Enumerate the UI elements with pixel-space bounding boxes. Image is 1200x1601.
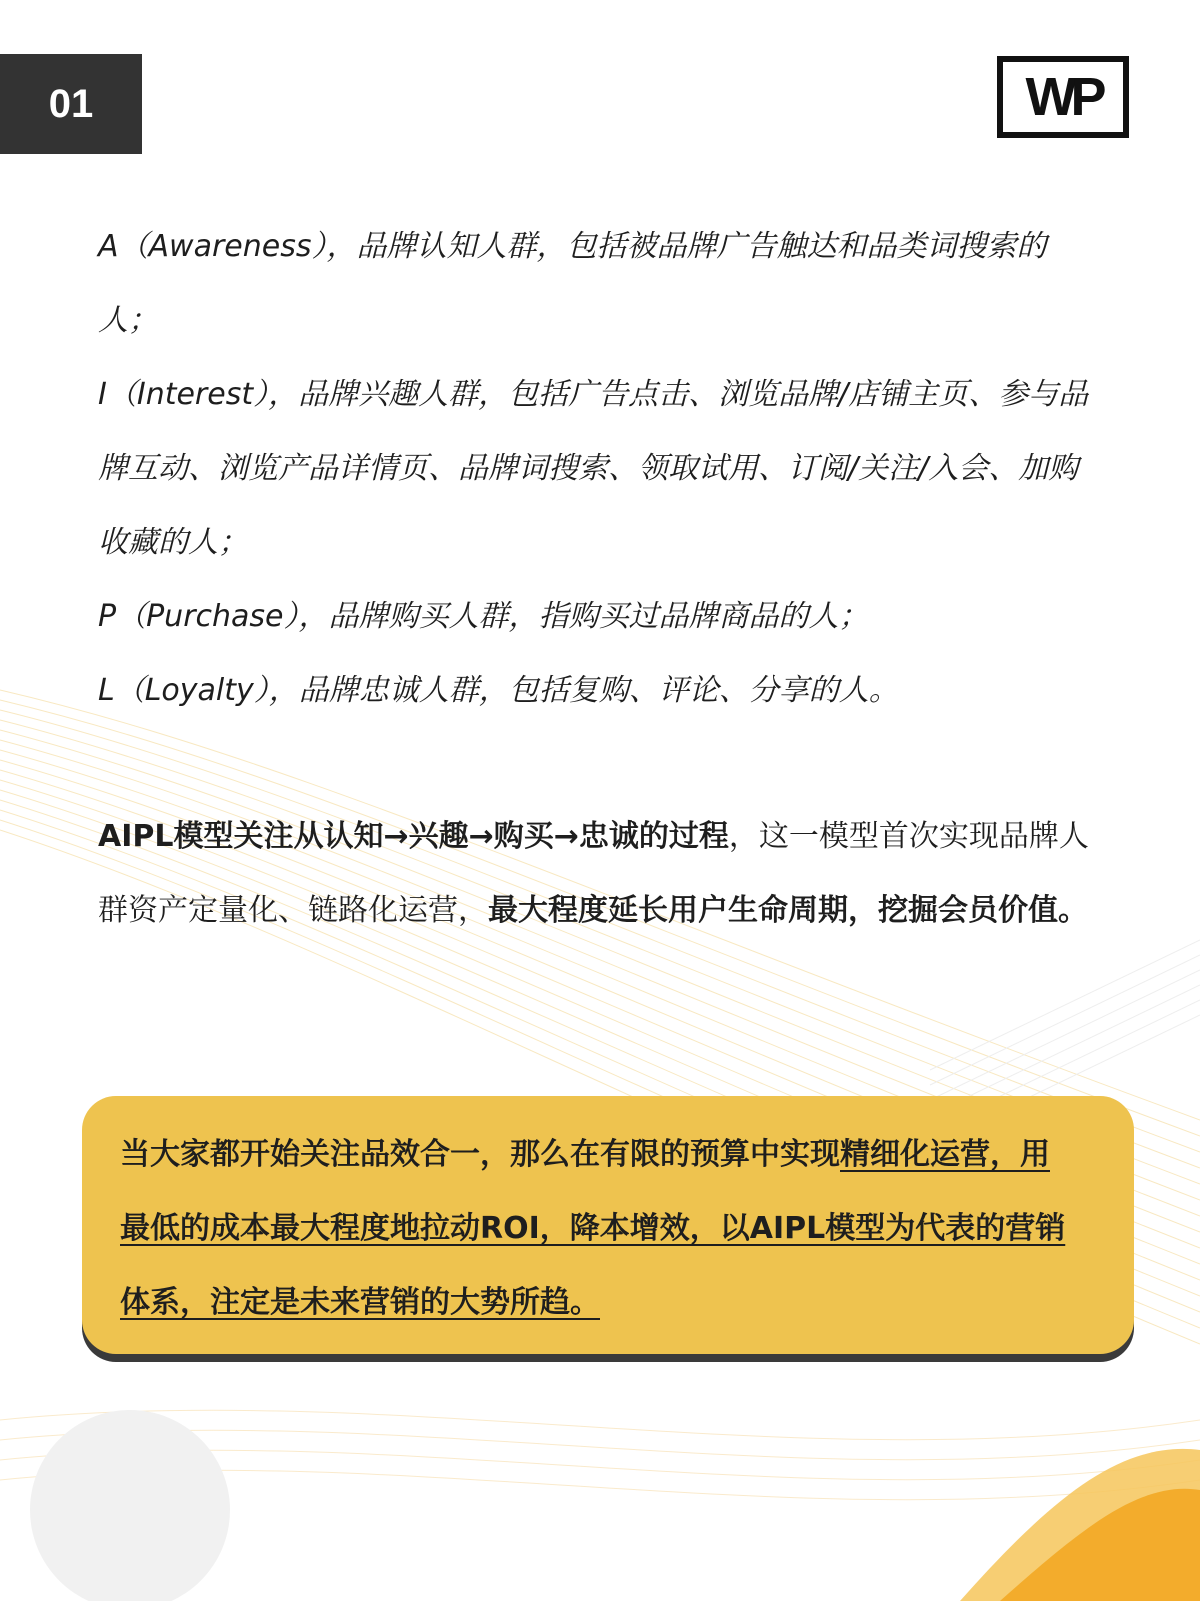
definition-loyalty: L（Loyalty），品牌忠诚人群，包括复购、评论、分享的人。 — [98, 673, 899, 708]
summary-bold-lead: AIPL模型关注从认知→兴趣→购买→忠诚的过程 — [98, 819, 729, 854]
definition-interest: I（Interest），品牌兴趣人群，包括广告点击、浏览品牌/店铺主页、参与品牌互动、浏览产品详情页、品牌词搜索、领取试用、订阅/关注/入会、加购收藏的人； — [98, 377, 1089, 560]
aipl-summary-paragraph — [98, 800, 1098, 948]
page-number: 01 — [48, 81, 94, 126]
definition-awareness: A（Awareness），品牌认知人群，包括被品牌广告触达和品类词搜索的人； — [98, 229, 1047, 338]
summary-bold-tail: 最大程度延长用户生命周期，挖掘会员价值。 — [488, 893, 1088, 928]
callout-text: 当大家都开始关注品效合一，那么在有限的预算中实现 — [120, 1137, 840, 1172]
highlight-callout — [82, 1096, 1134, 1354]
page-number-badge — [0, 54, 142, 154]
aipl-definition-list — [98, 210, 1098, 728]
logo-text: WP — [1025, 67, 1101, 127]
main-content — [98, 210, 1098, 948]
callout-underlined-text: 精细化运营，用最低的成本最大程度地拉动ROI，降本增效，以AIPL模型为代表的营销体系，注定是未来营销的大势所趋。 — [120, 1137, 1066, 1320]
wp-logo — [997, 56, 1129, 138]
definition-purchase: P（Purchase），品牌购买人群，指购买过品牌商品的人； — [98, 599, 869, 634]
summary-body: ，这一模型首次实现品牌人群资产定量化、链路化运营， — [98, 819, 1089, 928]
